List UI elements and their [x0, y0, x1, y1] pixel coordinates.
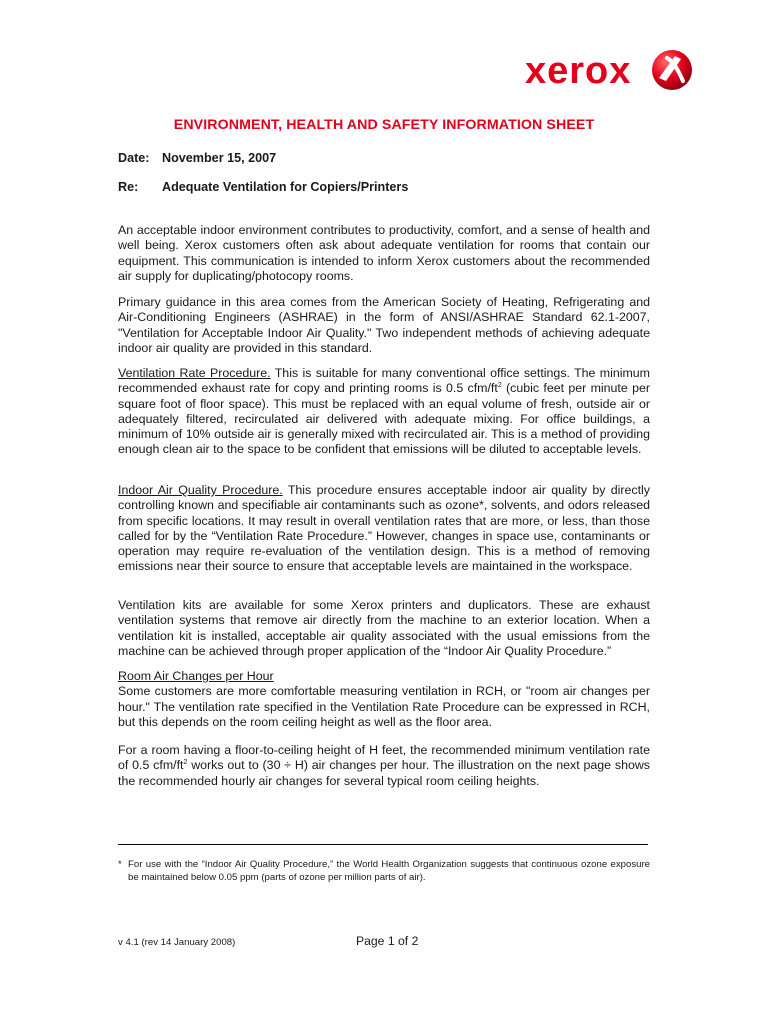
- iaq-procedure-heading: Indoor Air Quality Procedure.: [118, 483, 283, 497]
- paragraph-rch-formula: [118, 743, 650, 789]
- version-label: v 4.1 (rev 14 January 2008): [118, 937, 236, 948]
- superscript-2: 2: [497, 382, 502, 390]
- ventilation-rate-heading: Ventilation Rate Procedure.: [118, 366, 271, 380]
- footnote-text: For use with the “Indoor Air Quality Procedure,” the World Health Organization suggests that continuous ozone exposure be maintained below 0.05 ppm (parts of ozone per million parts of air).: [128, 859, 650, 883]
- rch-text: Some customers are more comfortable measuring ventilation in RCH, or "room air changes per hour." The ventilation rate specified in the Ventilation Rate Procedure can be expressed in RCH, but this depends on the room ceiling height as well as the floor area.: [118, 684, 650, 729]
- logo-wordmark: xerox: [525, 50, 632, 92]
- page-title: ENVIRONMENT, HEALTH AND SAFETY INFORMATION SHEET: [173, 117, 595, 133]
- subject-label: Re:: [118, 180, 139, 194]
- page-number: Page 1 of 2: [356, 934, 419, 948]
- xerox-logo: [525, 46, 695, 106]
- paragraph-rch: [118, 669, 650, 730]
- paragraph-ventilation-kits: Ventilation kits are available for some Xerox printers and duplicators. These are exhaust ventilation systems that remove air directly from the machine to an exterior location. When a ventilation kit is installed, acceptable air quality associated with the usual emissions from the machine can be achieved through proper application of the “Indoor Air Quality Procedure.”: [118, 598, 650, 658]
- rch-formula-text-a: For a room having a floor-to-ceiling height of H feet, the recommended minimum ventilation rate of 0.5 cfm/ft: [118, 743, 650, 773]
- paragraph-iaq-procedure: [118, 483, 650, 575]
- rch-formula-text-b: works out to (30 ÷ H) air changes per hour. The illustration on the next page shows the recommended hourly air changes for several typical room ceiling heights.: [118, 758, 651, 788]
- ventilation-rate-text-a: This is suitable for many conventional office settings. The minimum recommended exhaust rate for copy and printing rooms is 0.5 cfm/ft: [118, 366, 650, 396]
- subject-value: Adequate Ventilation for Copiers/Printers: [162, 180, 409, 194]
- footnote-divider: [118, 844, 648, 845]
- subject-line: [118, 180, 408, 194]
- iaq-procedure-text: This procedure ensures acceptable indoor air quality by directly controlling known and specifiable air contaminants such as ozone*, solvents, and odors released from specific locations. It may result in overall ventilation rates that are more, or less, than those called for by the “Ventilation Rate Procedure.” However, changes in space use, contaminants or operation may require re-evaluation of the ventilation design. This is a method of removing emissions near their source to ensure that acceptable levels are maintained in the workspace.: [118, 483, 650, 574]
- paragraph-intro: An acceptable indoor environment contributes to productivity, comfort, and a sense of health and well being. Xerox customers often ask about adequate ventilation for rooms that contain our equipment. This communication is intended to inform Xerox customers about the recommended air supply for duplicating/photocopy rooms.: [118, 223, 650, 283]
- footnote: [118, 858, 650, 884]
- xerox-ball-icon: [650, 48, 694, 92]
- footnote-marker: *: [118, 859, 122, 870]
- paragraph-ventilation-rate: [118, 366, 650, 458]
- rch-heading: Room Air Changes per Hour: [118, 669, 274, 683]
- date-line: [118, 151, 276, 165]
- paragraph-ashrae: Primary guidance in this area comes from the American Society of Heating, Refrigerating and Air-Conditioning Engineers (ASHRAE) in the form of ANSI/ASHRAE Standard 62.1-2007, "Ventilation for Acceptable Indoor Air Quality." Two independent methods of achieving adequate indoor air quality are provided in this standard.: [118, 295, 650, 355]
- date-value: November 15, 2007: [162, 151, 277, 165]
- ventilation-rate-text-b: (cubic feet per minute per square foot of floor space). This must be replaced with an equal volume of fresh, outside air or adequately filtered, recirculated air delivered with adequate mixing. For office buildings, a minimum of 10% outside air is generally mixed with recirculated air. This is a method of providing enough clean air to the space to be confident that emissions will be diluted to acceptable levels.: [118, 381, 650, 457]
- date-label: Date:: [118, 151, 150, 165]
- superscript-2b: 2: [183, 759, 188, 767]
